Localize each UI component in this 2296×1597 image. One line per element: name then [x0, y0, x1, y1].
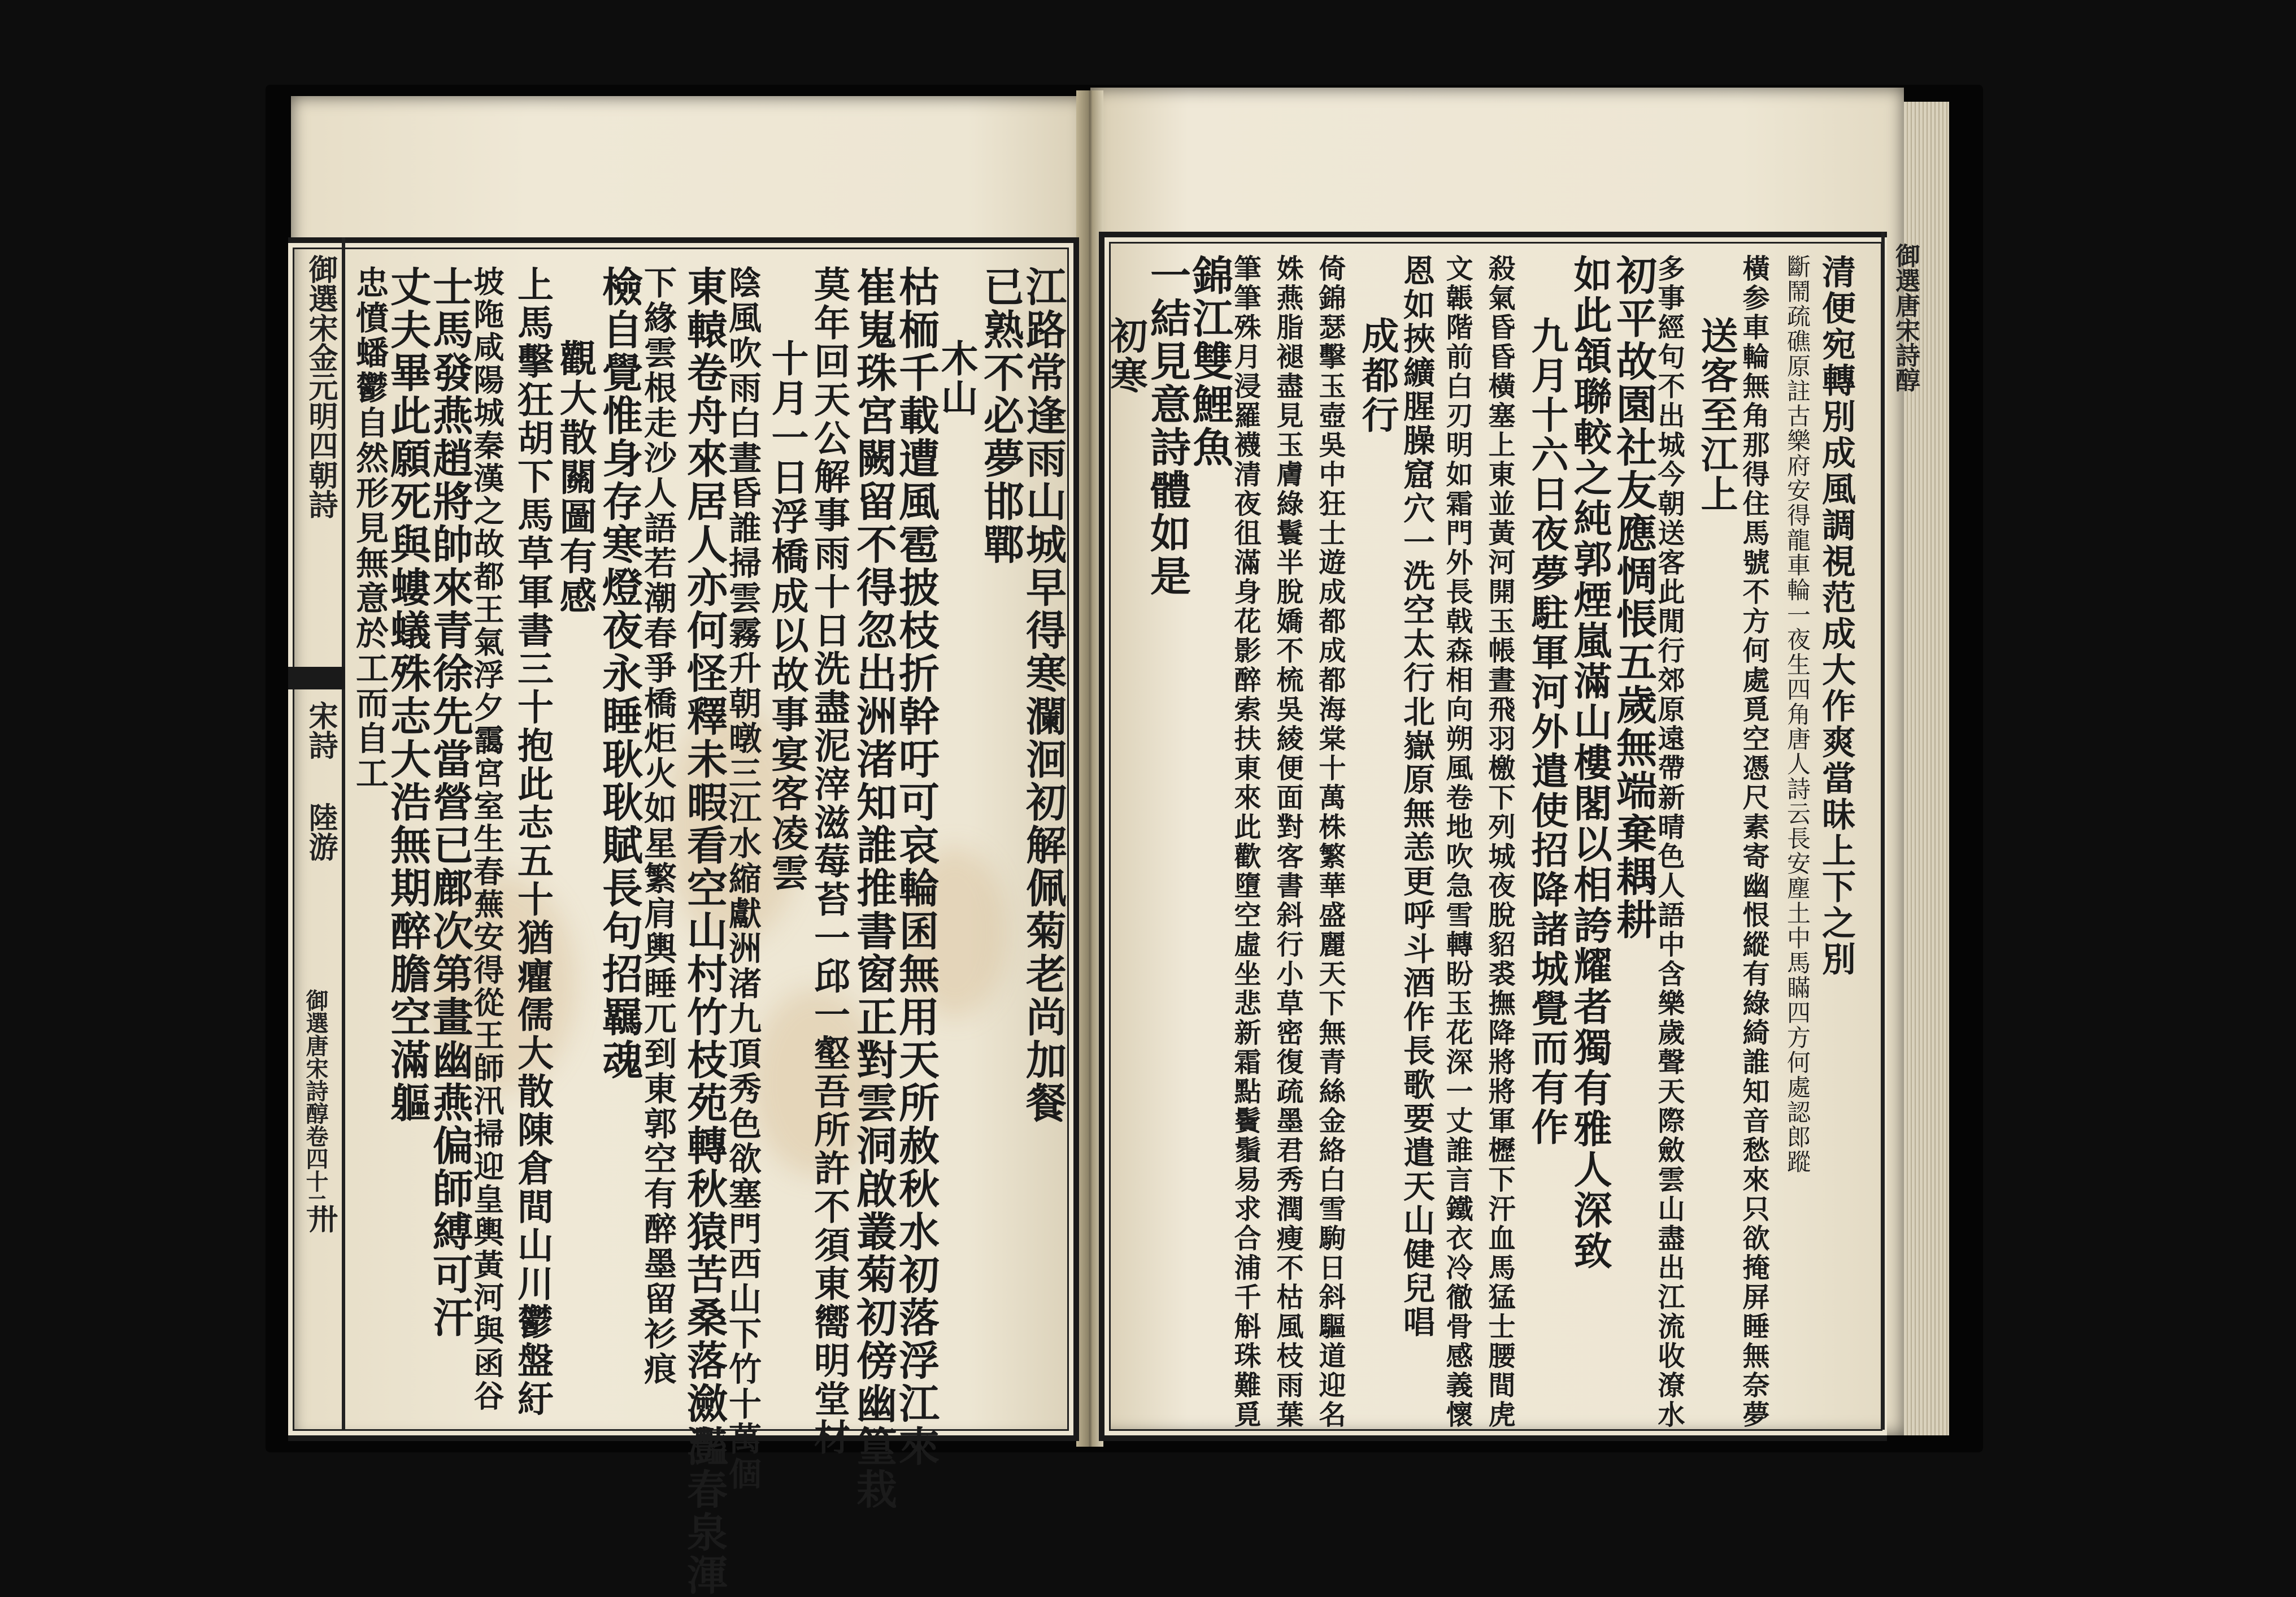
text-column: 殺氣昏昏橫塞上東並黃河開玉帳晝飛羽檄下列城夜脫貂裘撫降將將軍櫪下汗血馬猛士腰間虎 [1484, 254, 1515, 1430]
poem-title: 送客至江上 [1694, 316, 1738, 514]
commentary-column: 如此頷聯較之純郭煙嵐滿山樓閣以相誇耀者獨有雅人深致 [1567, 254, 1612, 1271]
poem-title: 觀大散關圖有感 [553, 339, 597, 616]
text-column: 東轅卷舟來居人亦何怪釋未暇看空山村竹枝苑轉秋猿苦桑落瀲灩春泉渾 [680, 266, 728, 1597]
poem-title: 初寒 [1104, 316, 1148, 396]
poem-title: 木山 [934, 339, 979, 418]
text-column: 坡陁咸陽城秦漢之故都王氣浮夕靄宮室生春蕪安得從王師汛掃迎皇輿黃河與函谷 [469, 266, 505, 1413]
text-column: 倚錦瑟擊玉壺吳中狂士遊成都成都海棠十萬株繁華盛麗天下無青絲金絡白雪駒日斜驅道迎名 [1314, 254, 1346, 1430]
commentary-column: 忠憤蟠鬱自然形見無意於工而自工 [350, 266, 389, 791]
text-column: 江路常逢雨山城早得寒瀾洄初解佩菊老尚加餐 [1019, 266, 1067, 1125]
text-column: 初平故園社友應惆悵五歲無端棄耦耕 [1610, 254, 1658, 941]
right-margin-column [1881, 232, 1902, 1430]
text-column: 文韔階前白刃明如霜門外長戟森相向朔風卷地吹急雪轉盼玉花深一丈誰言鐵衣冷徹骨感義懷 [1441, 254, 1473, 1430]
commentary-column: 一結見意詩體如是 [1143, 254, 1192, 598]
poem-title: 成都行 [1355, 316, 1399, 435]
volume-footer-label: 御選唐宋詩醇卷四十二 [302, 989, 329, 1215]
text-column: 下緣雲根走沙人語若潮春爭橋炬火如星繁肩輿睡兀到東郭空有醉墨留衫痕 [638, 266, 677, 1387]
text-column: 恩如挾纊腥臊窟穴一洗空太行北嶽原無恙更呼斗酒作長歌要遣天山健兒唱 [1398, 254, 1436, 1339]
left-margin-title: 御選宋金元明四朝詩 [303, 254, 338, 519]
text-column: 士馬發燕趙將帥來青徐先當營已鄜次第畫幽燕偏師縛可汗 [426, 266, 474, 1339]
text-column: 姝燕脂褪盡見玉膚綠鬟半脫嬌不梳吳綾便面對客書斜行小草密復疏墨君秀潤瘦不枯風枝雨葉 [1272, 254, 1303, 1430]
right-margin-title: 御選唐宋詩醇 [1891, 243, 1920, 392]
text-column: 錦江雙鯉魚 [1186, 254, 1234, 469]
left-margin-section: 宋詩 [303, 701, 338, 760]
fish-tail-mark [288, 667, 345, 689]
poem-title: 十月一日浮橋成以故事宴客凌雲 [765, 339, 809, 893]
text-column: 已熟不必夢邯鄲 [977, 266, 1025, 566]
commentary-column: 清便宛轉別成風調視范成大作爽當昧上下之別 [1816, 254, 1856, 978]
text-column: 上馬擊狂胡下馬草軍書三十抱此志五十猶癯儒大散陳倉間山川鬱盤紆 [511, 266, 554, 1418]
left-margin-author: 陸游 [303, 802, 338, 861]
text-column: 崔嵬珠宮闕留不得忽出洲渚知誰推書窗正對雲洞啟叢菊初傍幽篁栽 [850, 266, 898, 1511]
text-column: 莫年回天公解事雨十日洗盡泥滓滋莓苔一邱一壑吾所許不須東嚮明堂材 [808, 266, 850, 1457]
text-column: 丈夫畢此願死與螻蟻殊志大浩無期醉膽空滿軀 [384, 266, 432, 1125]
text-column: 陰風吹雨白晝昏誰掃雲霧升朝暾三江水縮獻洲渚九頂秀色欲塞門西山下竹十萬個 [723, 266, 762, 1492]
text-column: 檢自覺惟身存寒燈夜永睡耿耿賦長句招羈魂 [595, 266, 643, 1082]
left-folio-number: 卅 [303, 1204, 338, 1233]
text-column: 枯栭千載遭風雹披枝折幹吁可哀輪囷無用天所赦秋水初落浮江來 [892, 266, 940, 1468]
text-column: 筆筆殊月浸羅襪清夜徂滿身花影醉索扶東來此歡墮空虛坐悲新霜點鬢鬚易求合浦千斛珠難覓 [1229, 254, 1261, 1430]
poem-title: 九月十六日夜夢駐軍河外遣使招降諸城覺而有作 [1525, 316, 1569, 1147]
annotation-column: 斷鬧疏礁原註古樂府安得龍車輪一夜生四角唐人詩云長安塵土中馬瞞四方何處認郎蹤 [1784, 254, 1811, 1174]
text-column: 橫参車輪無角那得住馬號不方何處覓空憑尺素寄幽恨縱有綠綺誰知音愁來只欲掩屏睡無奈夢 [1738, 254, 1769, 1430]
text-column: 多事經句不出城今朝送客此閒行郊原遠帶新晴色人語中含樂歲聲天際斂雲山盡出江流收潦水 [1653, 254, 1685, 1430]
